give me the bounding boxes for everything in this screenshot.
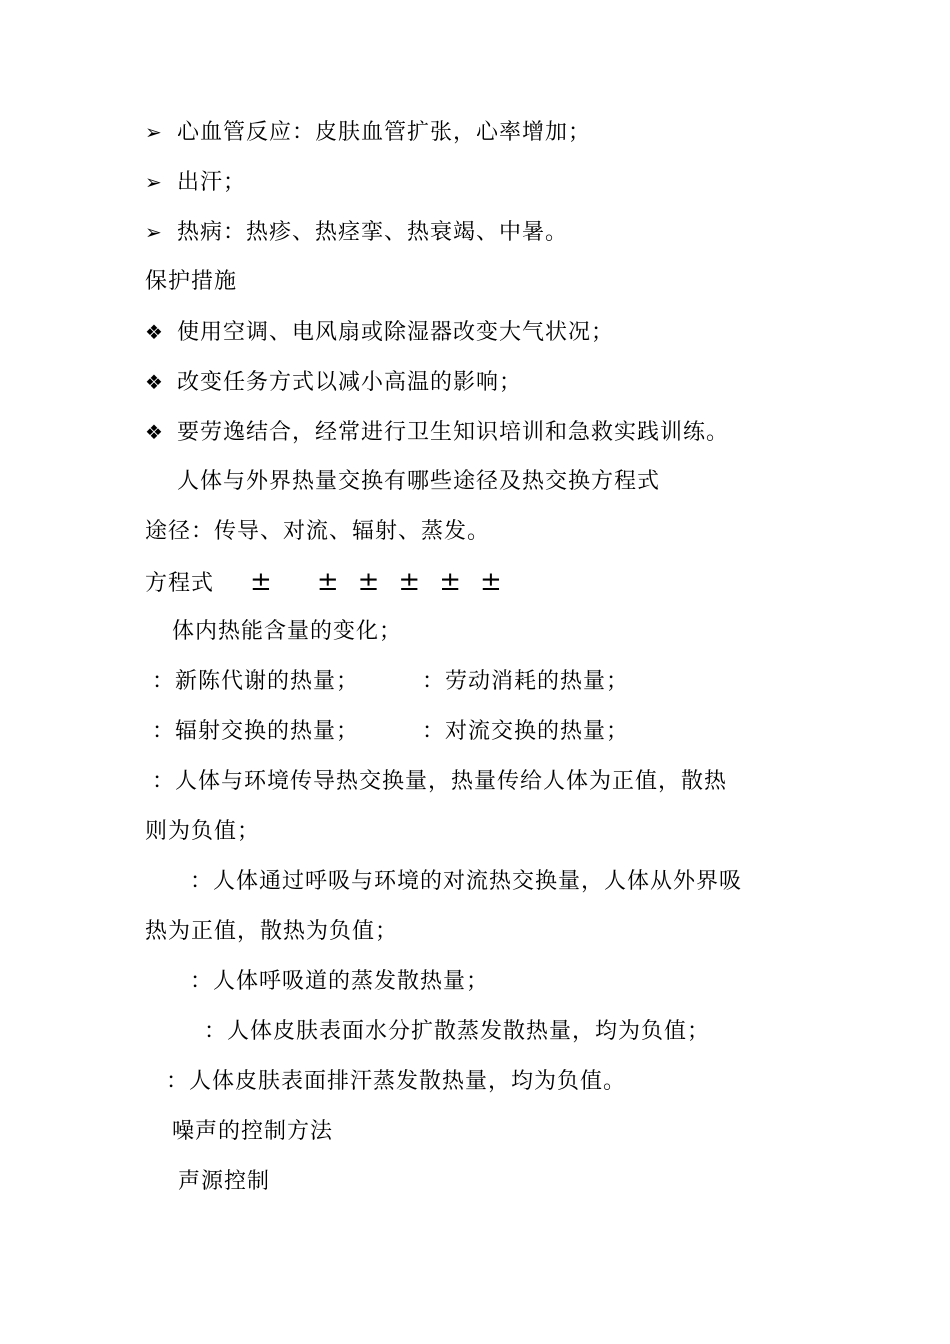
definition-line: ：人体通过呼吸与环境的对流热交换量，人体从外界吸 (190, 869, 743, 894)
definition-line: ：人体与环境传导热交换量，热量传给人体为正值，散热 (152, 769, 728, 794)
equation-label: 方程式 (145, 571, 215, 596)
protection-text: 要劳逸结合，经常进行卫生知识培训和急救实践训练。 (177, 420, 730, 445)
plus-minus-symbol: ± (316, 567, 340, 597)
heat-exchange-pathways: 途径：传导、对流、辐射、蒸发。 (145, 519, 491, 544)
diamond-bullet-icon: ❖ (145, 420, 164, 444)
definition-line: ：人体呼吸道的蒸发散热量； (190, 969, 490, 994)
symptom-text: 心血管反应：皮肤血管扩张，心率增加； (177, 120, 592, 145)
definition-line: ：人体皮肤表面水分扩散蒸发散热量，均为负值； (204, 1019, 711, 1044)
arrow-bullet-icon: ➢ (145, 170, 163, 194)
protection-item (145, 417, 729, 448)
heat-exchange-question: 人体与外界热量交换有哪些途径及热交换方程式 (177, 469, 661, 494)
symptom-item (145, 117, 591, 148)
plus-minus-symbol: ± (250, 567, 273, 597)
definition-line: ：辐射交换的热量； (152, 719, 360, 744)
arrow-bullet-icon: ➢ (145, 120, 163, 144)
definition-line: ：对流交换的热量； (422, 719, 630, 744)
protection-heading: 保护措施 (145, 269, 238, 294)
equation-line (145, 567, 521, 599)
symptom-text: 热病：热疹、热痉挛、热衰竭、中暑。 (177, 220, 569, 245)
definition-line: 体内热能含量的变化； (172, 619, 403, 644)
definition-line: ：新陈代谢的热量； (152, 669, 360, 694)
protection-item (145, 367, 522, 398)
symptom-text: 出汗； (177, 170, 247, 195)
plus-minus-symbol: ± (398, 567, 422, 597)
arrow-bullet-icon: ➢ (145, 220, 163, 244)
plus-minus-symbol: ± (439, 567, 462, 597)
definition-line: ：劳动消耗的热量； (422, 669, 630, 694)
protection-text: 改变任务方式以减小高温的影响； (177, 370, 523, 395)
protection-text: 使用空调、电风扇或除湿器改变大气状况； (177, 320, 615, 345)
definition-line: 热为正值，散热为负值； (145, 919, 399, 944)
noise-heading: 噪声的控制方法 (172, 1119, 334, 1144)
diamond-bullet-icon: ❖ (145, 370, 164, 394)
diamond-bullet-icon: ❖ (145, 320, 164, 344)
definition-line: ：人体皮肤表面排汗蒸发散热量，均为负值。 (166, 1069, 627, 1094)
protection-item (145, 317, 614, 348)
definition-line: 则为负值； (145, 819, 261, 844)
plus-minus-symbol: ± (480, 567, 503, 597)
symptom-item (145, 167, 246, 198)
plus-minus-symbol: ± (357, 567, 381, 597)
noise-subheading: 声源控制 (178, 1169, 271, 1194)
symptom-item (145, 217, 568, 248)
